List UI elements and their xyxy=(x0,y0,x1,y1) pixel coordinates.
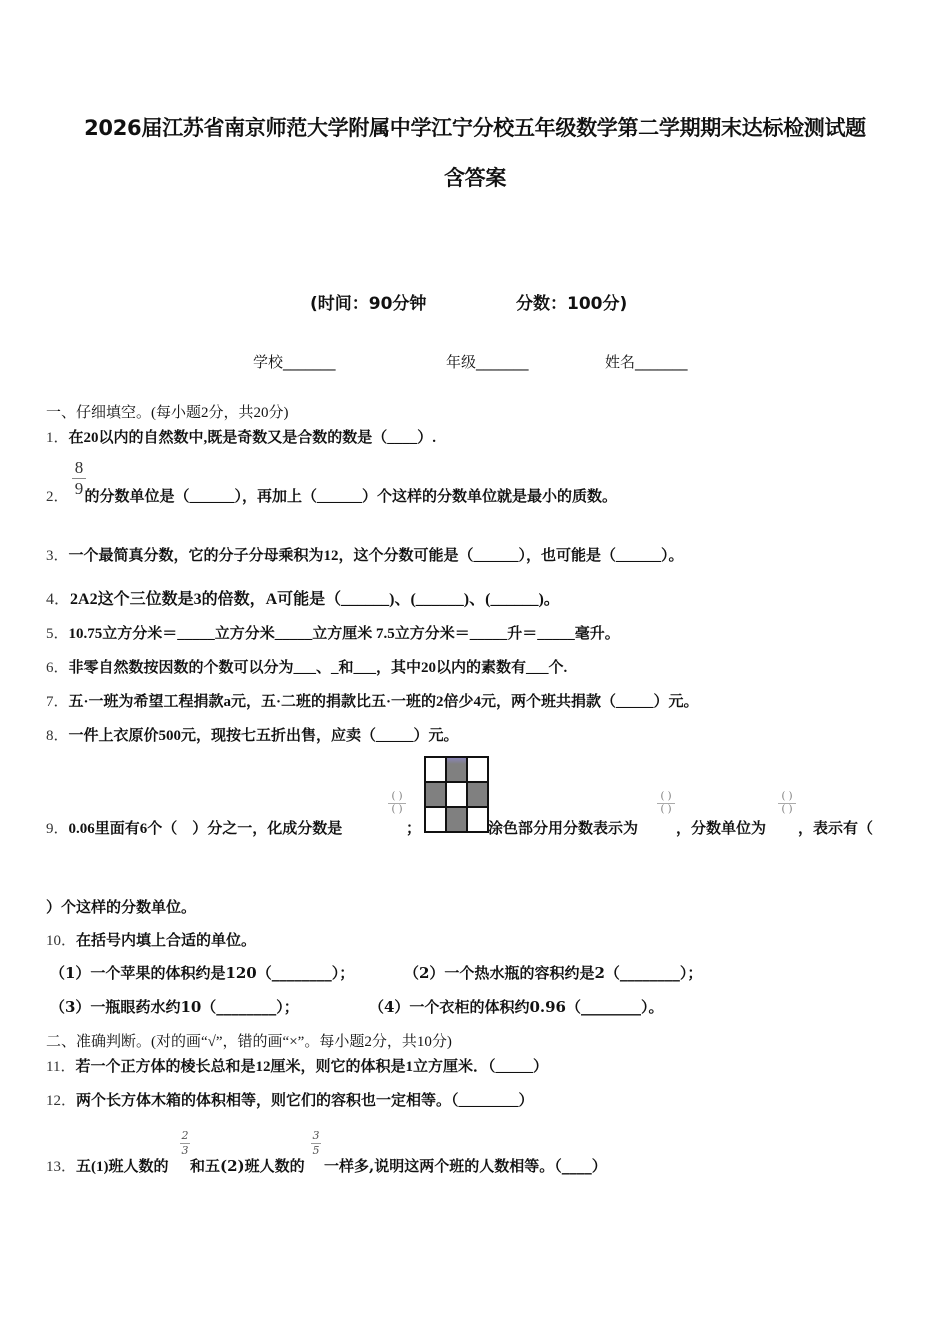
shaded-grid-figure xyxy=(424,756,489,833)
question-10-sub4: （4）一个衣柜的体积约0.96（________）。 xyxy=(369,998,664,1016)
question-10: 10．在括号内填上合适的单位。 xyxy=(46,933,257,949)
question-11: 11．若一个正方体的棱长总和是12厘米，则它的体积是1立方厘米．（_____） xyxy=(46,1059,548,1075)
question-9-continuation: ）个这样的分数单位。 xyxy=(46,898,197,916)
question-text: 在20以内的自然数中,既是奇数又是合数的数是（____）. xyxy=(68,430,437,446)
question-text: 的分数单位是（______），再加上（______）个这样的分数单位就是最小的质数。 xyxy=(84,489,618,505)
question-5: 5．10.75立方分米＝_____立方分米_____立方厘米 7.5立方分米＝_____升＝_____毫升。 xyxy=(46,626,620,642)
question-7: 7．五·一班为希望工程捐款a元，五·二班的捐款比五·一班的2倍少4元，两个班共捐款（_____）元。 xyxy=(46,694,699,710)
grade-field[interactable]: 年级_______ xyxy=(446,353,529,371)
section-heading-fill-in: 一、仔细填空。(每小题2分，共20分) xyxy=(46,405,289,421)
name-field[interactable]: 姓名_______ xyxy=(605,353,688,371)
fraction-3-5: 3 5 xyxy=(312,1129,320,1157)
question-6: 6．非零自然数按因数的个数可以分为___、_和___，其中20以内的素数有___个. xyxy=(46,660,568,676)
question-8: 8．一件上衣原价500元，现按七五折出售，应卖（_____）元。 xyxy=(46,728,459,744)
fraction-2-3: 2 3 xyxy=(181,1129,189,1157)
blank-fraction-1[interactable]: ( ) ( ) xyxy=(386,792,408,815)
question-3: 3．一个最简真分数，它的分子分母乘积为12，这个分数可能是（______），也可能是（______）。 xyxy=(46,548,684,564)
question-9: 9．0.06里面有6个（ ）分之一，化成分数是 xyxy=(46,821,343,837)
question-13-part3: 一样多,说明这两个班的人数相等。（____） xyxy=(324,1157,607,1175)
question-9-part4: ，分数单位为 xyxy=(676,819,767,837)
question-13-part2: 和五(2)班人数的 xyxy=(190,1157,305,1175)
exam-time: (时间：90分钟 xyxy=(310,294,427,314)
question-9-part3: 涂色部分用分数表示为 xyxy=(488,819,639,837)
question-number: 1． xyxy=(46,430,69,446)
blank-fraction-3[interactable]: ( ) ( ) xyxy=(776,792,798,815)
question-1 xyxy=(46,426,436,447)
school-field[interactable]: 学校_______ xyxy=(253,353,336,371)
question-9-part5: ，表示有（ xyxy=(798,819,874,837)
fraction-8-9: 8 9 xyxy=(72,459,86,498)
question-10-sub2: （2）一个热水瓶的容积约是2（________）； xyxy=(404,964,703,982)
question-10-sub1: （1）一个苹果的体积约是120（________）； xyxy=(50,964,355,982)
question-12: 12．两个长方体木箱的体积相等，则它们的容积也一定相等。（________） xyxy=(46,1093,534,1109)
question-10-sub3: （3）一瓶眼药水约10（________）； xyxy=(50,998,299,1016)
semicolon: ； xyxy=(406,819,422,837)
section-heading-judgement: 二、准确判断。(对的画“√”，错的画“×”。每小题2分，共10分) xyxy=(46,1034,452,1050)
exam-score: 分数：100分) xyxy=(516,294,628,314)
document-title-line2: 含答案 xyxy=(443,166,507,190)
question-2 xyxy=(46,485,617,506)
document-title-line1: 2026届江苏省南京师范大学附属中学江宁分校五年级数学第二学期期末达标检测试题 xyxy=(84,116,866,140)
question-4: 4．2A2这个三位数是3的倍数，A可能是（______)、(______)、(______)。 xyxy=(46,591,560,608)
question-13: 13．五(1)班人数的 xyxy=(46,1159,169,1175)
question-number: 2． xyxy=(46,489,69,505)
blank-fraction-2[interactable]: ( ) ( ) xyxy=(655,792,677,815)
